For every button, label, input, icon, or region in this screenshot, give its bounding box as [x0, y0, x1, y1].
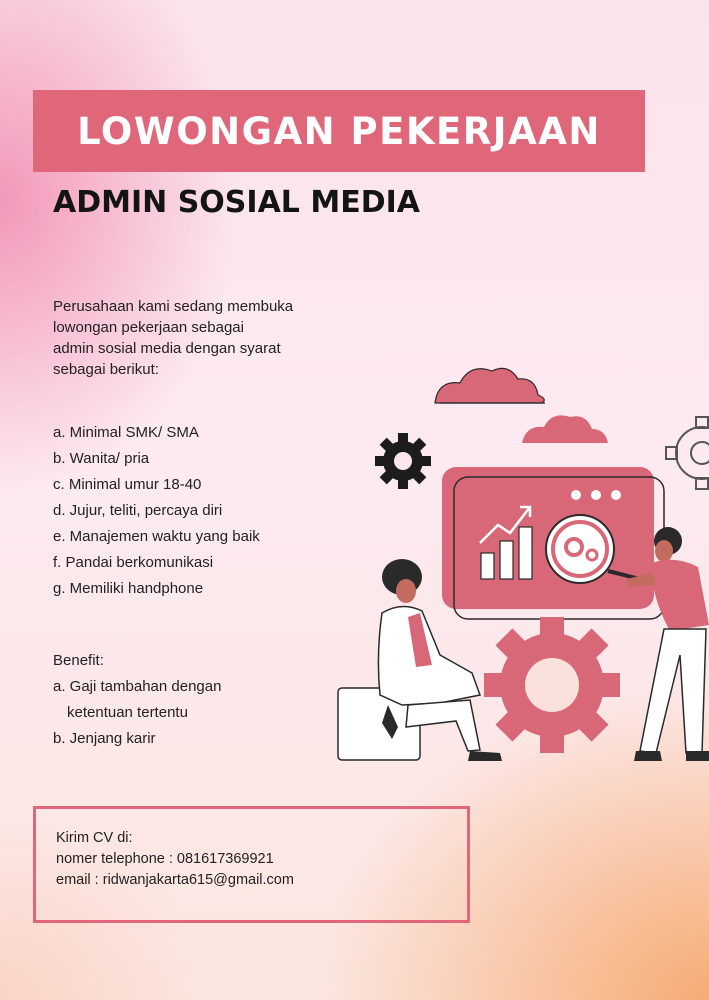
- illustration: [330, 355, 709, 775]
- contact-box: [33, 806, 470, 923]
- benefit-section: [53, 648, 221, 752]
- requirement-item: c. Minimal umur 18-40: [53, 476, 202, 493]
- requirement-item: d. Jujur, teliti, percaya diri: [53, 502, 223, 519]
- intro-line: lowongan pekerjaan sebagai: [53, 319, 244, 336]
- intro-line: admin sosial media dengan syarat: [53, 340, 281, 357]
- requirements-list: [53, 420, 260, 602]
- benefit-item: b. Jenjang karir: [53, 730, 156, 747]
- requirement-item: f. Pandai berkomunikasi: [53, 554, 214, 571]
- gear-icon: [375, 433, 431, 489]
- contact-phone: nomer telephone : 081617369921: [56, 851, 274, 867]
- contact-email: email : ridwanjakarta615@gmail.com: [56, 872, 294, 888]
- contact-details: [56, 828, 294, 891]
- benefit-item: a. Gaji tambahan dengan: [53, 678, 222, 695]
- contact-heading: Kirim CV di:: [56, 830, 133, 846]
- gear-icon: [484, 617, 620, 753]
- title-banner: [33, 90, 645, 172]
- requirement-item: a. Minimal SMK/ SMA: [53, 424, 199, 441]
- requirement-item: e. Manajemen waktu yang baik: [53, 528, 260, 545]
- job-position-title: ADMIN SOSIAL MEDIA: [53, 185, 420, 220]
- benefit-heading: Benefit:: [53, 652, 104, 669]
- requirement-item: b. Wanita/ pria: [53, 450, 150, 467]
- intro-line: sebagai berikut:: [53, 361, 159, 378]
- benefit-list: [53, 674, 221, 752]
- page-title: LOWONGAN PEKERJAAN: [77, 109, 601, 153]
- gear-icon: [666, 417, 709, 489]
- cloud-icon: [522, 415, 608, 443]
- requirement-item: g. Memiliki handphone: [53, 580, 204, 597]
- benefit-item-continuation: ketentuan tertentu: [67, 704, 188, 721]
- intro-paragraph: [53, 296, 353, 380]
- intro-line: Perusahaan kami sedang membuka: [53, 298, 294, 315]
- cloud-icon: [435, 368, 544, 403]
